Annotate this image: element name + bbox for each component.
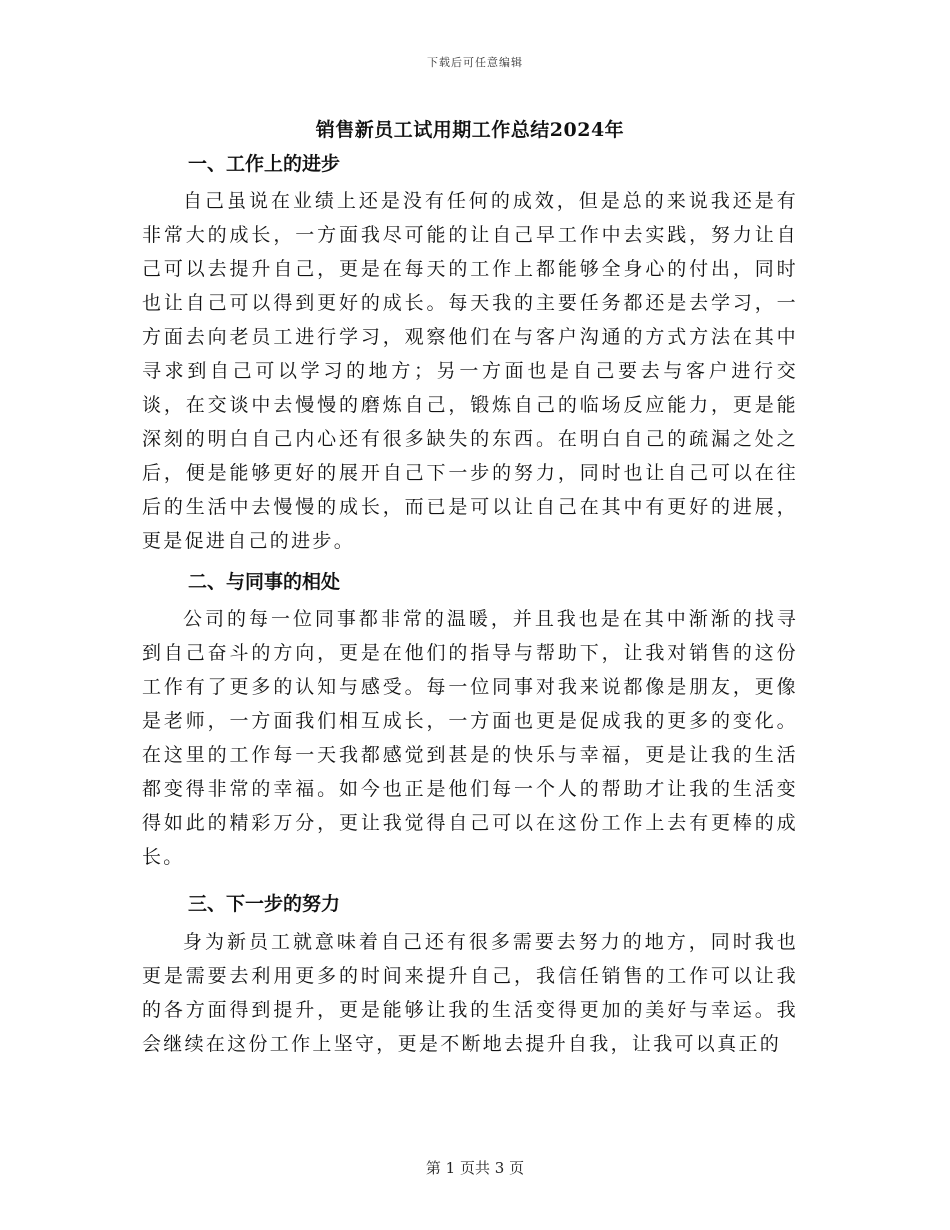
section-heading-next-steps: 三、下一步的努力 xyxy=(188,893,341,915)
header-note: 下载后可任意编辑 xyxy=(427,56,523,69)
section-heading-colleagues: 二、与同事的相处 xyxy=(188,571,341,593)
section-paragraph-colleagues: 公司的每一位同事都非常的温暖，并且我也是在其中渐渐的找寻到自己奋斗的方向，更是在他们的指导与帮助下，让我对销售的这份工作有了更多的认知与感受。每一位同事对我来说都像是朋友，更像是老师，一方面我们相互成长，一方面也更是促成我的更多的变化。在这里的工作每一天我都感觉到甚是的快乐与幸福，更是让我的生活都变得非常的幸福。如今也正是他们每一个人的帮助才让我的生活变得如此的精彩万分，更让我觉得自己可以在这份工作上去有更棒的成长。 xyxy=(142,608,798,868)
section-paragraph-next-steps: 身为新员工就意味着自己还有很多需要去努力的地方，同时我也更是需要去利用更多的时间来提升自己，我信任销售的工作可以让我的各方面得到提升，更是能够让我的生活变得更加的美好与幸运。我会继续在这份工作上坚守，更是不断地去提升自我，让我可以真正的 xyxy=(142,931,798,1055)
document-body xyxy=(142,148,798,1061)
section-paragraph-progress: 自己虽说在业绩上还是没有任何的成效，但是总的来说我还是有非常大的成长，一方面我尽可能的让自己早工作中去实践，努力让自己可以去提升自己，更是在每天的工作上都能够全身心的付出，同时也让自己可以得到更好的成长。每天我的主要任务都还是去学习，一方面去向老员工进行学习，观察他们在与客户沟通的方式方法在其中寻求到自己可以学习的地方；另一方面也是自己要去与客户进行交谈，在交谈中去慢慢的磨炼自己，锻炼自己的临场反应能力，更是能深刻的明白自己内心还有很多缺失的东西。在明白自己的疏漏之处之后，便是能够更好的展开自己下一步的努力，同时也让自己可以在往后的生活中去慢慢的成长，而已是可以让自己在其中有更好的进展，更是促进自己的进步。 xyxy=(142,190,798,552)
section-heading-progress: 一、工作上的进步 xyxy=(188,153,341,175)
document-title: 销售新员工试用期工作总结2024年 xyxy=(315,119,625,141)
page-indicator: 第 1 页共 3 页 xyxy=(425,1159,525,1177)
